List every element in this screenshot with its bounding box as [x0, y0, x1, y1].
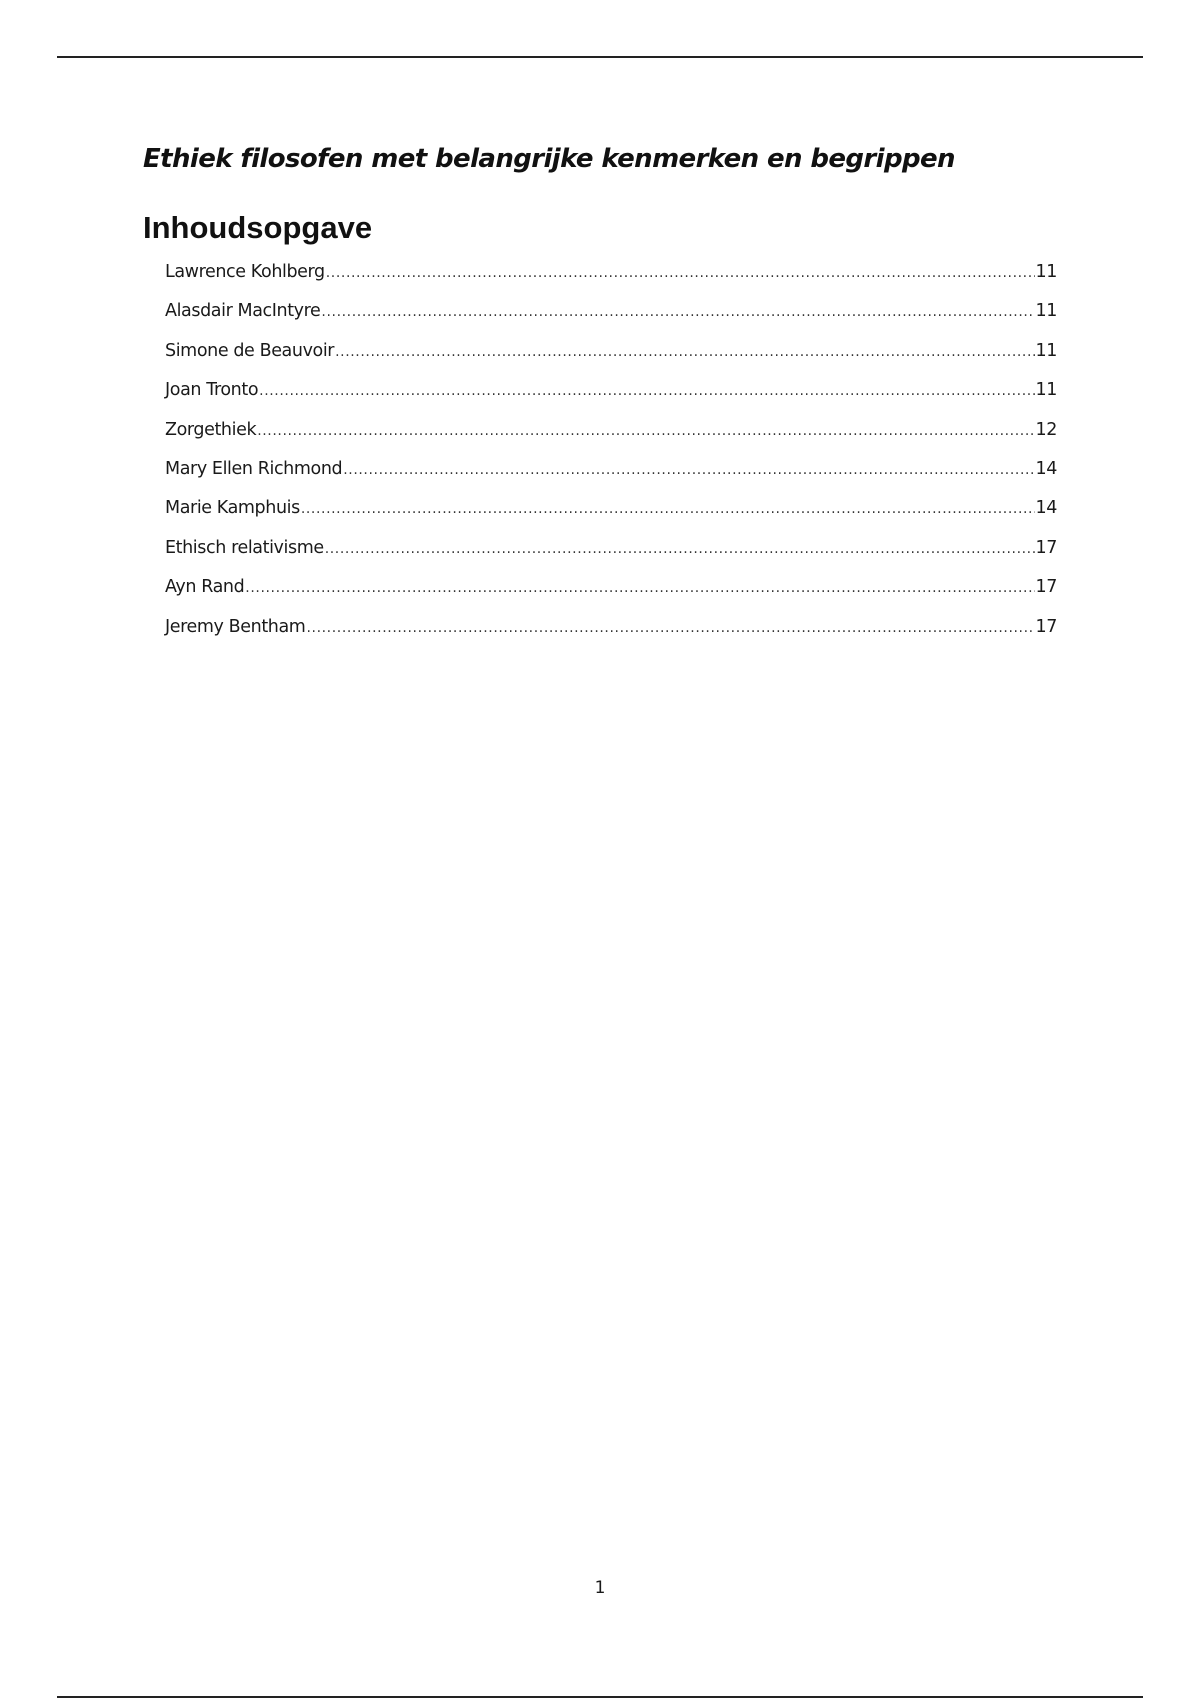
toc-entry-label: Zorgethiek [165, 419, 257, 440]
toc-entry-marie-kamphuis[interactable] [165, 498, 1057, 537]
toc-entry-label: Simone de Beauvoir [165, 340, 335, 361]
header-rule [57, 56, 1143, 58]
toc-entry-page: 11 [1035, 340, 1057, 361]
toc-entry-label: Ethisch relativisme [165, 537, 324, 558]
toc-dot-leader [325, 541, 1035, 557]
toc-entry-page: 14 [1035, 498, 1057, 519]
toc-dot-leader [326, 265, 1035, 281]
toc-entry-label: Alasdair MacIntyre [165, 301, 321, 322]
table-of-contents [165, 262, 1057, 656]
toc-entry-jeremy-bentham[interactable] [165, 617, 1057, 656]
toc-entry-ethisch-relativisme[interactable] [165, 538, 1057, 577]
toc-entry-label: Marie Kamphuis [165, 498, 300, 519]
toc-entry-alasdair-macintyre[interactable] [165, 301, 1057, 340]
toc-entry-label: Jeremy Bentham [165, 616, 306, 637]
toc-dot-leader [259, 383, 1034, 399]
toc-entry-page: 12 [1035, 419, 1057, 440]
toc-entry-lawrence-kohlberg[interactable] [165, 262, 1057, 301]
page-number: 1 [594, 1578, 606, 1598]
toc-entry-label: Lawrence Kohlberg [165, 262, 325, 282]
toc-entry-joan-tronto[interactable] [165, 380, 1057, 419]
toc-dot-leader [301, 501, 1035, 517]
toc-entry-label: Joan Tronto [165, 380, 259, 401]
toc-entry-page: 17 [1035, 537, 1057, 558]
toc-entry-page: 14 [1035, 458, 1057, 479]
footer-rule [57, 1696, 1143, 1698]
toc-entry-simone-de-beauvoir[interactable] [165, 341, 1057, 380]
toc-dot-leader [321, 304, 1034, 320]
toc-dot-leader [245, 580, 1034, 596]
toc-entry-ayn-rand[interactable] [165, 577, 1057, 616]
toc-heading: Inhoudsopgave [143, 210, 373, 245]
toc-entry-page: 17 [1035, 616, 1057, 637]
toc-entry-zorgethiek[interactable] [165, 420, 1057, 459]
document-title: Ethiek filosofen met belangrijke kenmerken en begrippen [143, 144, 955, 174]
toc-entry-page: 11 [1035, 380, 1057, 401]
toc-entry-page: 11 [1035, 301, 1057, 322]
toc-entry-label: Ayn Rand [165, 577, 245, 598]
toc-dot-leader [306, 620, 1034, 636]
toc-entry-mary-ellen-richmond[interactable] [165, 459, 1057, 498]
toc-entry-page: 11 [1035, 262, 1057, 282]
toc-dot-leader [335, 344, 1034, 360]
toc-entry-page: 17 [1035, 577, 1057, 598]
toc-entry-label: Mary Ellen Richmond [165, 458, 343, 479]
toc-dot-leader [343, 462, 1034, 478]
toc-dot-leader [257, 423, 1034, 439]
